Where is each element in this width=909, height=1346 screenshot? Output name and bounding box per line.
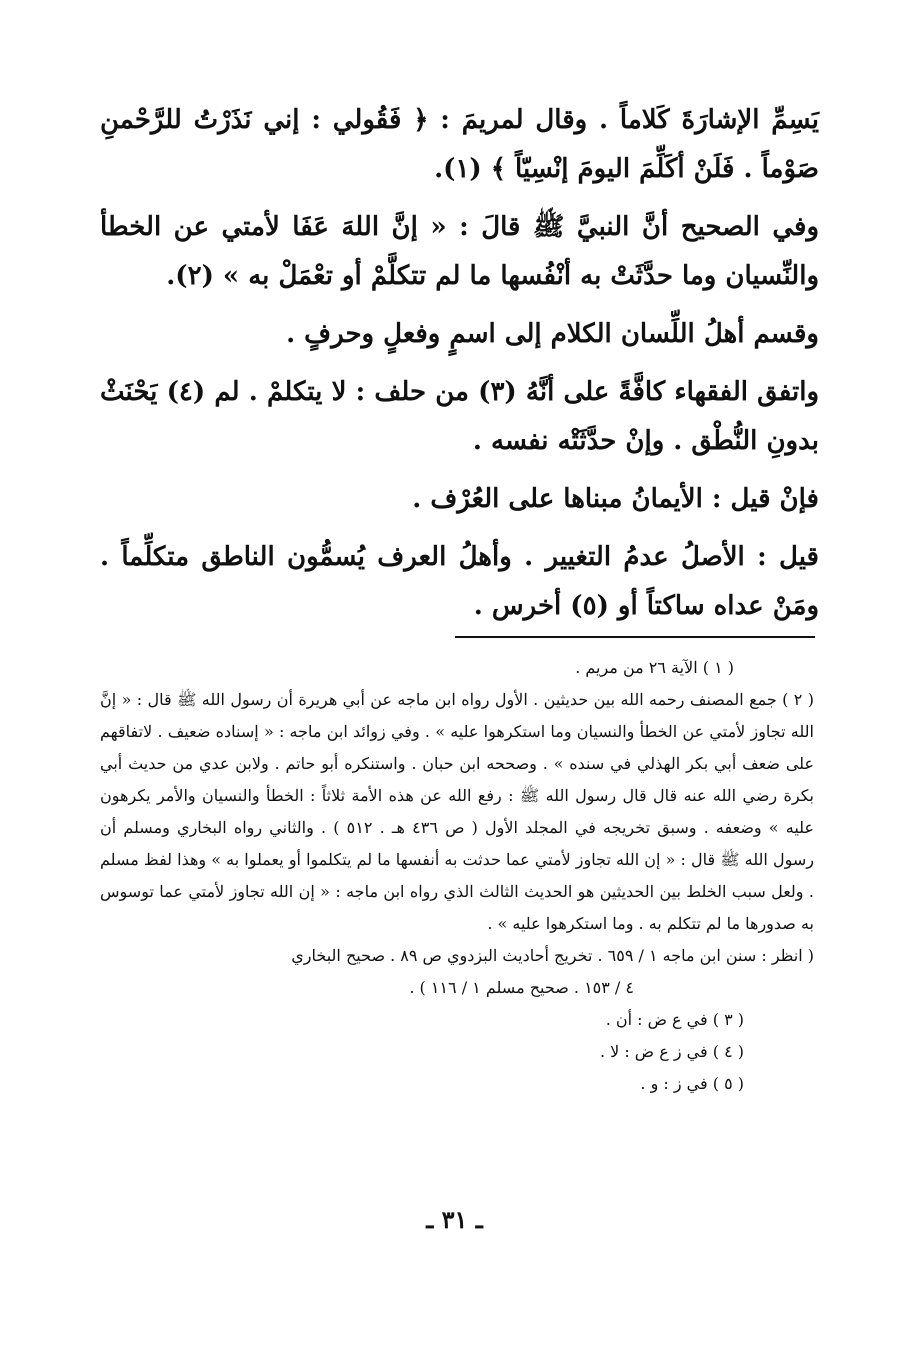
footnote: ( ٢ ) جمع المصنف رحمه الله بين حديثين . الأول رواه ابن ماجه عن أبي هريرة أن رسول الله ﷺ قال : « إنَّ الله تجاوز لأمتي عن الخطأ والنسيان وما استكرهوا عليه » . وفي زوائد ابن ماجه : « إسناده ضعيف . لاتفاقهم على ضعف أبي بكر الهذلي في سنده » . وصححه ابن حبان . واستنكره أبو حاتم . ولابن عدي من حديث أبي بكرة رضي الله عنه قال قال رسول الله ﷺ : رفع الله عن هذه الأمة ثلاثاً : الخطأ والنسيان والأمر يكرهون عليه » وضعفه . وسبق تخريجه في المجلد الأول ( ص ٤٣٦ هـ . ٥١٢ ) . والثاني رواه البخاري ومسلم أن رسول الله ﷺ قال : « إن الله تجاوز لأمتي عما حدثت به أنفسها ما لم يتكلموا أو يعملوا به » وهذا لفظ مسلم . ولعل سبب الخلط بين الحديثين هو الحديث الثالث الذي رواه ابن ماجه : « إن الله تجاوز لأمتي عما توسوس به صدورها ما لم تتكلم به . وما استكرهوا عليه » . [100,690,815,933]
paragraph: يَسِمِّ الإشارَةَ كَلاماً . وقال لمريمَ : ﴿ فَقُولي : إني نَذَرْتُ للرَّحْمنِ صَوْماً . فَلَنْ أكَلِّمَ اليومَ إنْسِيّاً ﴾ (١). [100,105,819,184]
footnote: ( ٣ ) في ع ض : أن . [605,1010,744,1029]
main-text [100,96,819,631]
footnotes [100,652,814,1100]
footnote: ( ٥ ) في ز : و . [640,1074,744,1093]
paragraph: وقسم أهلُ اللِّسان الكلام إلى اسمٍ وفعلٍ وحرفٍ . [286,319,819,349]
paragraph: وفي الصحيح أنَّ النبيَّ ﷺ قالَ : « إنَّ اللهَ عَفَا لأمتي عن الخطأ والنِّسيان وما حدَّثَتْ به أنْفُسها ما لم تتكلَّمْ أو تعْمَلْ به » (٢). [100,212,819,291]
footnote-source: ٤ / ١٥٣ . صحيح مسلم ١ / ١١٦ ) . [409,978,634,997]
footnote: ( ١ ) الآية ٢٦ من مريم . [575,658,734,677]
paragraph: قيل : الأصلُ عدمُ التغيير . وأهلُ العرف يُسمُّون الناطق متكلِّماً . ومَنْ عداه ساكتاً أو (٥) أخرس . [100,542,819,621]
page-number: ـ ٣١ ـ [426,1205,483,1234]
footnote-source: ( انظر : سنن ابن ماجه ١ / ٦٥٩ . تخريج أحاديث البزدوي ص ٨٩ . صحيح البخاري [291,946,814,965]
paragraph: فإنْ قيل : الأيمانُ مبناها على العُرْف . [412,484,819,514]
footnote: ( ٤ ) في ز ع ض : لا . [599,1042,744,1061]
footnote-divider [455,636,815,638]
paragraph: واتفق الفقهاء كافَّةً على أنَّهُ (٣) من حلف : لا يتكلمْ . لم (٤) يَحْنَثْ بدونِ النُّطْق . وإنْ حدَّثَتْه نفسه . [100,377,820,456]
